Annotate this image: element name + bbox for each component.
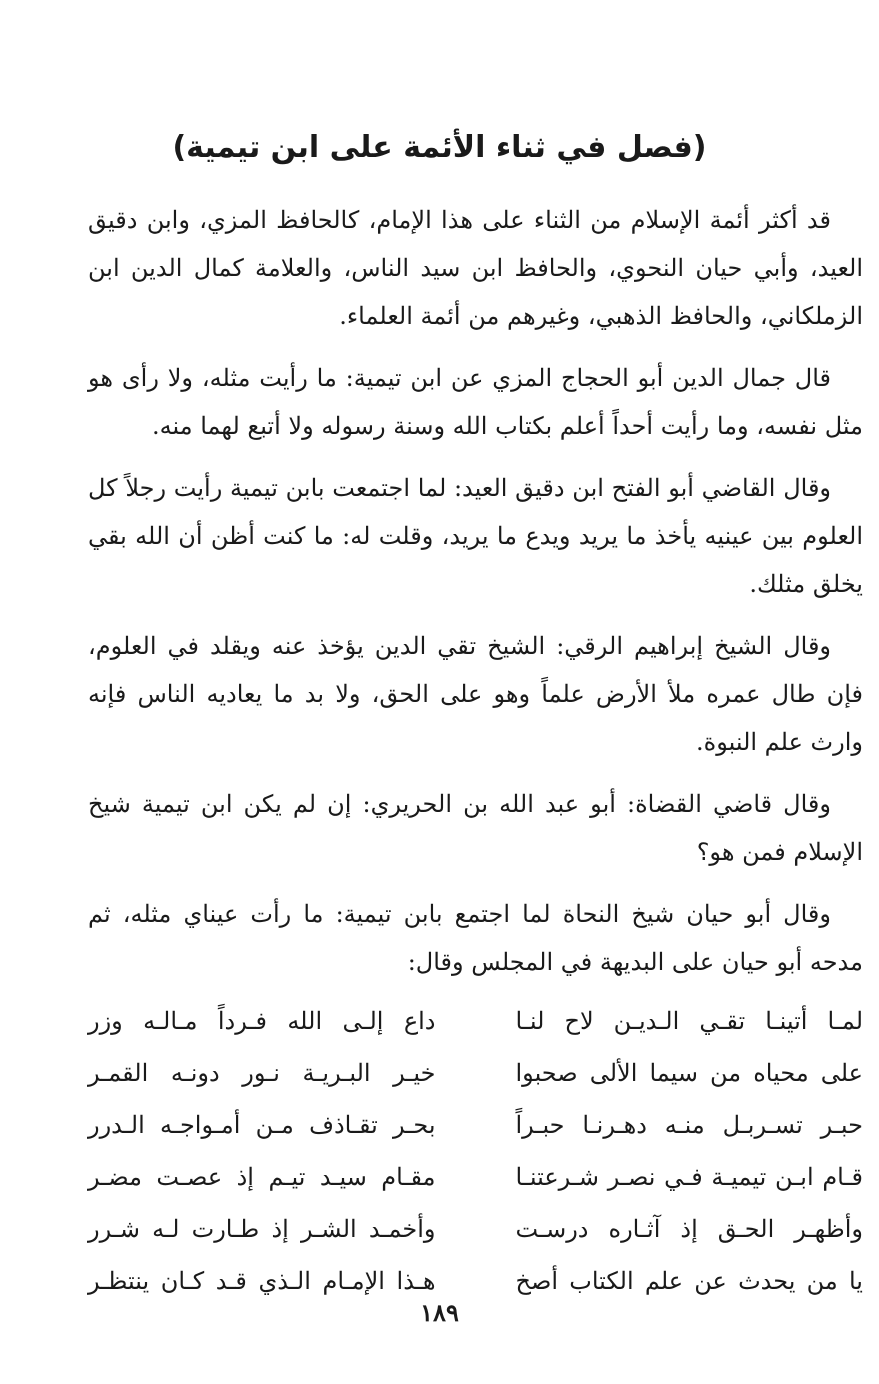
- poem-verse: [88, 1047, 863, 1099]
- section-title: (فصل في ثناء الأئمة على ابن تيمية): [172, 130, 707, 165]
- verse-second-hemistich: خيـر البـريـة نـور دونـه القمـر: [88, 1059, 436, 1087]
- verse-first-hemistich: حبـر تسـربـل منـه دهـرنـا حبـراً: [515, 1111, 863, 1139]
- paragraph-1: قد أكثر أئمة الإسلام من الثناء على هذا الإمام، كالحافظ المزي، وابن دقيق العيد، وأبي حيان النحوي، والحافظ ابن سيد الناس، والعلامة كمال الدين ابن الزملكاني، والحافظ الذهبي، وغيرهم من أئمة العلماء.: [88, 206, 863, 330]
- paragraph-2: قال جمال الدين أبو الحجاج المزي عن ابن تيمية: ما رأيت مثله، ولا رأى هو مثل نفسه، وما رأيت أحداً أعلم بكتاب الله وسنة رسوله ولا أتبع لهما منه.: [88, 364, 863, 440]
- page-number: ١٨٩: [420, 1298, 459, 1327]
- paragraph-5: وقال قاضي القضاة: أبو عبد الله بن الحريري: إن لم يكن ابن تيمية شيخ الإسلام فمن هو؟: [88, 790, 863, 866]
- body-text: [88, 196, 863, 1000]
- verse-first-hemistich: على محياه من سيما الألى صحبوا: [515, 1059, 863, 1087]
- verse-first-hemistich: قـام ابـن تيميـة فـي نصـر شـرعتنـا: [515, 1163, 863, 1191]
- poem-verse: [88, 995, 863, 1047]
- verse-first-hemistich: وأظهـر الحـق إذ آثـاره درسـت: [515, 1215, 863, 1243]
- paragraph-3: وقال القاضي أبو الفتح ابن دقيق العيد: لما اجتمعت بابن تيمية رأيت رجلاً كل العلوم بين عينيه يأخذ ما يريد ويدع ما يريد، وقلت له: ما كنت أظن أن الله بقي يخلق مثلك.: [88, 474, 863, 598]
- poem-verse: [88, 1203, 863, 1255]
- verse-second-hemistich: هـذا الإمـام الـذي قـد كـان ينتظـر: [88, 1267, 436, 1295]
- poem: [88, 995, 863, 1307]
- verse-second-hemistich: مقـام سيـد تيـم إذ عصـت مضـر: [88, 1163, 436, 1191]
- paragraph-4: وقال الشيخ إبراهيم الرقي: الشيخ تقي الدين يؤخذ عنه ويقلد في العلوم، فإن طال عمره ملأ الأرض علماً وهو على الحق، ولا بد ما يعاديه الناس فإنه وارث علم النبوة.: [88, 632, 863, 756]
- paragraph-6: وقال أبو حيان شيخ النحاة لما اجتمع بابن تيمية: ما رأت عيناي مثله، ثم مدحه أبو حيان على البديهة في المجلس وقال:: [88, 900, 863, 976]
- verse-first-hemistich: لمـا أتينـا تقـي الـديـن لاح لنـا: [515, 1007, 863, 1035]
- verse-second-hemistich: داع إلـى الله فـرداً مـالـه وزر: [88, 1007, 436, 1035]
- poem-verse: [88, 1099, 863, 1151]
- verse-second-hemistich: وأخمـد الشـر إذ طـارت لـه شـرر: [88, 1215, 436, 1243]
- verse-first-hemistich: يا من يحدث عن علم الكتاب أصخ: [515, 1267, 863, 1295]
- poem-verse: [88, 1151, 863, 1203]
- verse-second-hemistich: بحـر تقـاذف مـن أمـواجـه الـدرر: [88, 1111, 436, 1139]
